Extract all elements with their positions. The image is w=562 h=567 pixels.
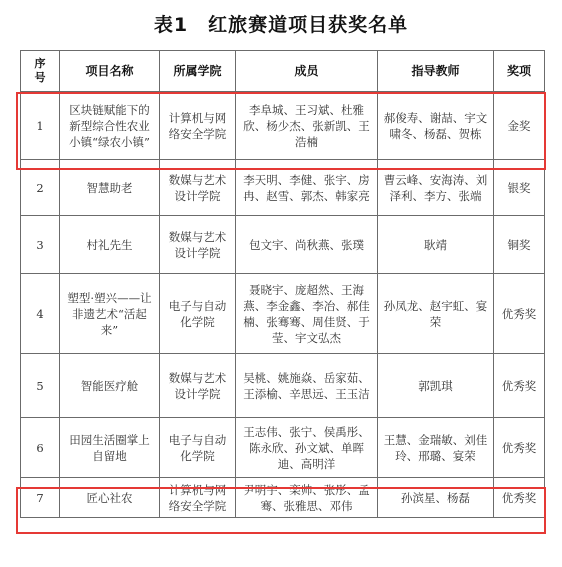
- cell-members: 包文宇、尚秋燕、张璞: [236, 216, 378, 274]
- award-table: [20, 50, 545, 518]
- cell-award: 优秀奖: [494, 274, 545, 354]
- cell-teachers: 耿靖: [378, 216, 494, 274]
- cell-members: 李阜城、王习斌、杜雅欣、杨少杰、张新凯、王浩楠: [236, 92, 378, 160]
- cell-teachers: 曹云峰、安海涛、刘泽利、李方、张端: [378, 160, 494, 216]
- cell-no: 5: [21, 354, 60, 418]
- cell-award: 优秀奖: [494, 478, 545, 518]
- cell-no: 2: [21, 160, 60, 216]
- header-award: 奖项: [494, 51, 545, 92]
- table-row: [21, 478, 545, 518]
- cell-project: 智慧助老: [60, 160, 160, 216]
- cell-award: 铜奖: [494, 216, 545, 274]
- cell-award: 金奖: [494, 92, 545, 160]
- cell-college: 数媒与艺术设计学院: [160, 354, 236, 418]
- cell-members: 李天明、李健、张宇、房冉、赵雪、郭杰、韩家亮: [236, 160, 378, 216]
- cell-project: 田园生活圈掌上自留地: [60, 418, 160, 478]
- cell-college: 计算机与网络安全学院: [160, 478, 236, 518]
- cell-college: 计算机与网络安全学院: [160, 92, 236, 160]
- cell-teachers: 王慧、金瑞敏、刘佳玲、邢璐、宴荣: [378, 418, 494, 478]
- cell-members: 聂晓宇、庞超然、王海燕、李金鑫、李冶、郝佳楠、张骞骞、周佳贤、于莹、宇文弘杰: [236, 274, 378, 354]
- cell-college: 电子与自动化学院: [160, 274, 236, 354]
- header-no: 序号: [21, 51, 60, 92]
- table-title: 表1 红旅赛道项目获奖名单: [153, 14, 409, 36]
- cell-teachers: 孙凤龙、赵宇虹、宴荣: [378, 274, 494, 354]
- cell-teachers: 郭凯琪: [378, 354, 494, 418]
- cell-teachers: 孙滨星、杨磊: [378, 478, 494, 518]
- cell-award: 优秀奖: [494, 418, 545, 478]
- header-row: [21, 51, 545, 92]
- cell-no: 4: [21, 274, 60, 354]
- table-row: [21, 274, 545, 354]
- cell-award: 优秀奖: [494, 354, 545, 418]
- table-row: [21, 216, 545, 274]
- header-project: 项目名称: [60, 51, 160, 92]
- cell-college: 数媒与艺术设计学院: [160, 216, 236, 274]
- cell-members: 尹明宇、栾帅、张彤、孟骞、张雅思、邓伟: [236, 478, 378, 518]
- cell-award: 银奖: [494, 160, 545, 216]
- cell-project: 村礼先生: [60, 216, 160, 274]
- table-row: [21, 92, 545, 160]
- header-college: 所属学院: [160, 51, 236, 92]
- cell-college: 电子与自动化学院: [160, 418, 236, 478]
- cell-members: 王志伟、张宁、侯禹彤、陈永欣、孙文斌、单晖迪、高明洋: [236, 418, 378, 478]
- cell-no: 6: [21, 418, 60, 478]
- cell-no: 1: [21, 92, 60, 160]
- table-row: [21, 418, 545, 478]
- cell-project: 塑型·塑兴——让非遗艺术“活起来”: [60, 274, 160, 354]
- cell-college: 数媒与艺术设计学院: [160, 160, 236, 216]
- cell-project: 区块链赋能下的新型综合性农业小镇“绿农小镇”: [60, 92, 160, 160]
- cell-project: 匠心社农: [60, 478, 160, 518]
- cell-teachers: 郝俊寿、谢喆、宇文啸冬、杨磊、贺栋: [378, 92, 494, 160]
- cell-no: 7: [21, 478, 60, 518]
- table-row: [21, 160, 545, 216]
- table-row: [21, 354, 545, 418]
- header-members: 成员: [236, 51, 378, 92]
- cell-no: 3: [21, 216, 60, 274]
- cell-members: 吴桃、姚施焱、岳家茹、王添榆、辛思远、王玉洁: [236, 354, 378, 418]
- cell-project: 智能医疗舱: [60, 354, 160, 418]
- header-teachers: 指导教师: [378, 51, 494, 92]
